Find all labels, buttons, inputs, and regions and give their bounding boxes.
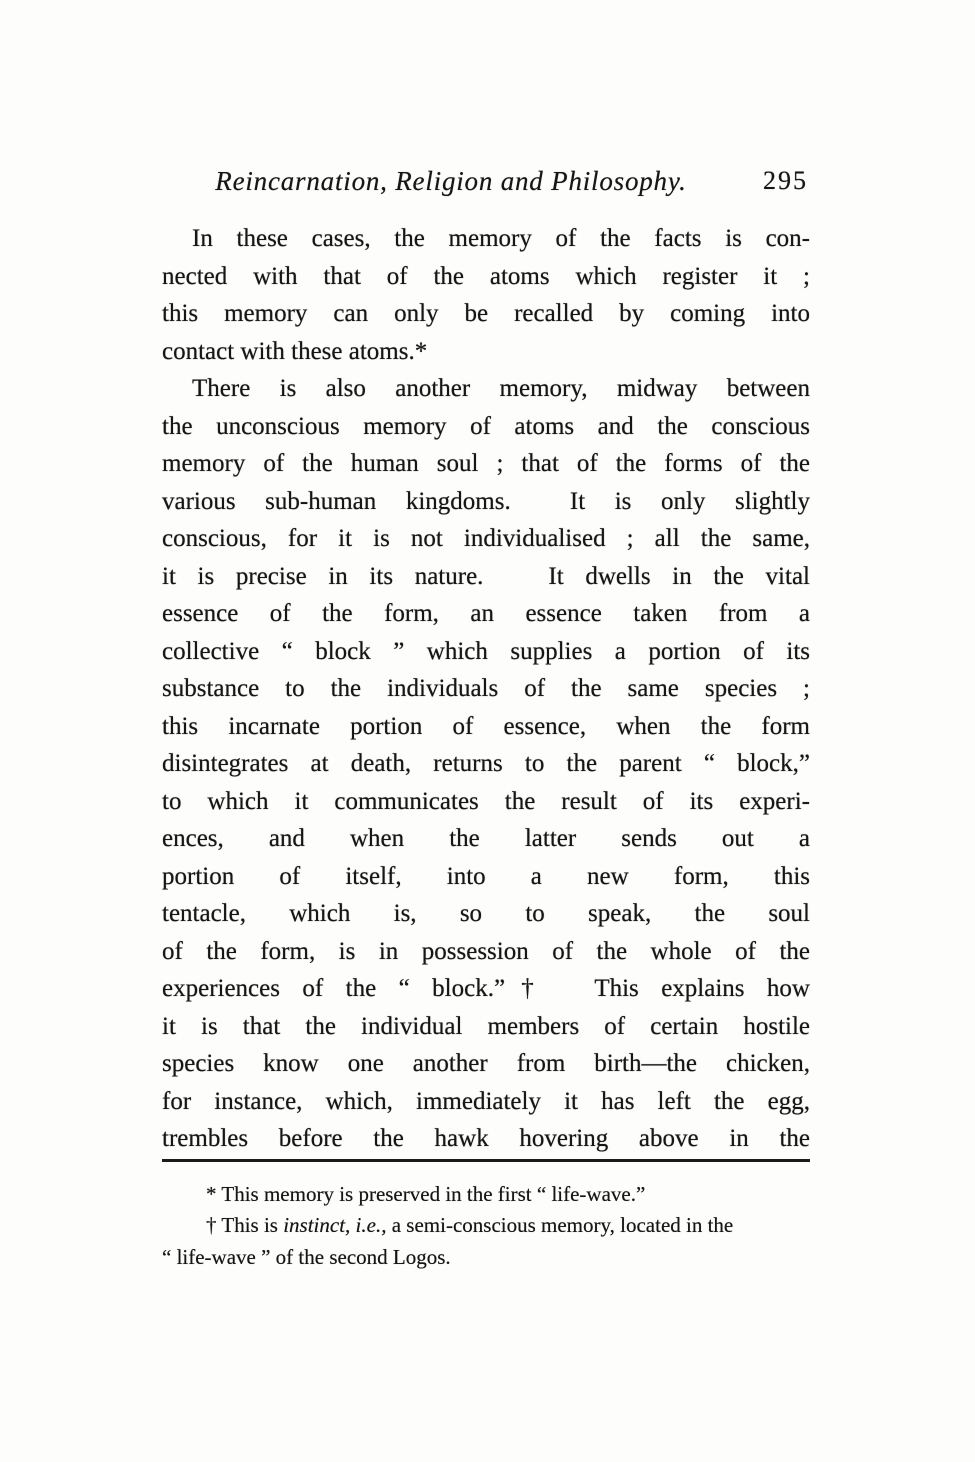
text-line: the unconscious memory of atoms and the conscious [162, 412, 810, 440]
text-line: to which it communicates the result of its experi- [162, 787, 810, 815]
body-text [162, 220, 810, 1158]
text-line: essence of the form, an essence taken from a [162, 600, 810, 627]
text-block [162, 164, 810, 1273]
text-line: collective “ block ” which supplies a portion of its [162, 637, 810, 665]
footnote-dagger-post: a semi-conscious memory, located in the [386, 1213, 734, 1237]
text-line: experiences of the “ block.”† This explains how [162, 975, 810, 1002]
text-line: this memory can only be recalled by coming into [162, 300, 810, 327]
text-line: nected with that of the atoms which register it ; [162, 262, 810, 290]
text-line: it is precise in its nature. It dwells in the vital [162, 562, 810, 590]
footnotes [162, 1179, 810, 1274]
footnote-asterisk: * This memory is preserved in the first “ life-wave.” [206, 1181, 646, 1206]
page-title: Reincarnation, Religion and Philosophy. [215, 166, 687, 196]
footnote-dagger-pre: † This is [206, 1213, 284, 1237]
text-line: it is that the individual members of certain hostile [162, 1012, 810, 1040]
text-line: of the form, is in possession of the whole of the [162, 937, 810, 965]
text-line: for instance, which, immediately it has left the egg, [162, 1087, 810, 1115]
text-line: portion of itself, into a new form, this [162, 862, 810, 890]
text-line: conscious, for it is not individualised ; all the same, [162, 525, 810, 552]
footnote-dagger-italic: instinct, i.e., [283, 1213, 387, 1237]
text-line: tentacle, which is, so to speak, the soul [162, 900, 810, 927]
text-line: contact with these atoms.* [162, 337, 428, 365]
text-line: various sub-human kingdoms. It is only slightly [162, 487, 810, 515]
text-line: species know one another from birth—the chicken, [162, 1050, 810, 1077]
text-line: trembles before the hawk hovering above in the [162, 1125, 810, 1152]
footnote-dagger-continuation: “ life-wave ” of the second Logos. [162, 1244, 451, 1269]
text-line: substance to the individuals of the same species ; [162, 675, 810, 702]
running-header [162, 164, 810, 198]
text-line: There is also another memory, midway between [192, 375, 810, 402]
text-line: ences, and when the latter sends out a [162, 825, 810, 852]
page-number: 295 [763, 166, 808, 195]
text-line: memory of the human soul ; that of the forms of the [162, 450, 810, 477]
footnote-dagger [162, 1210, 810, 1242]
text-line: this incarnate portion of essence, when the form [162, 712, 810, 740]
footnote-separator-rule [162, 1159, 810, 1162]
text-line: In these cases, the memory of the facts is con- [192, 225, 810, 252]
text-line: disintegrates at death, returns to the parent “ block,” [162, 750, 810, 777]
